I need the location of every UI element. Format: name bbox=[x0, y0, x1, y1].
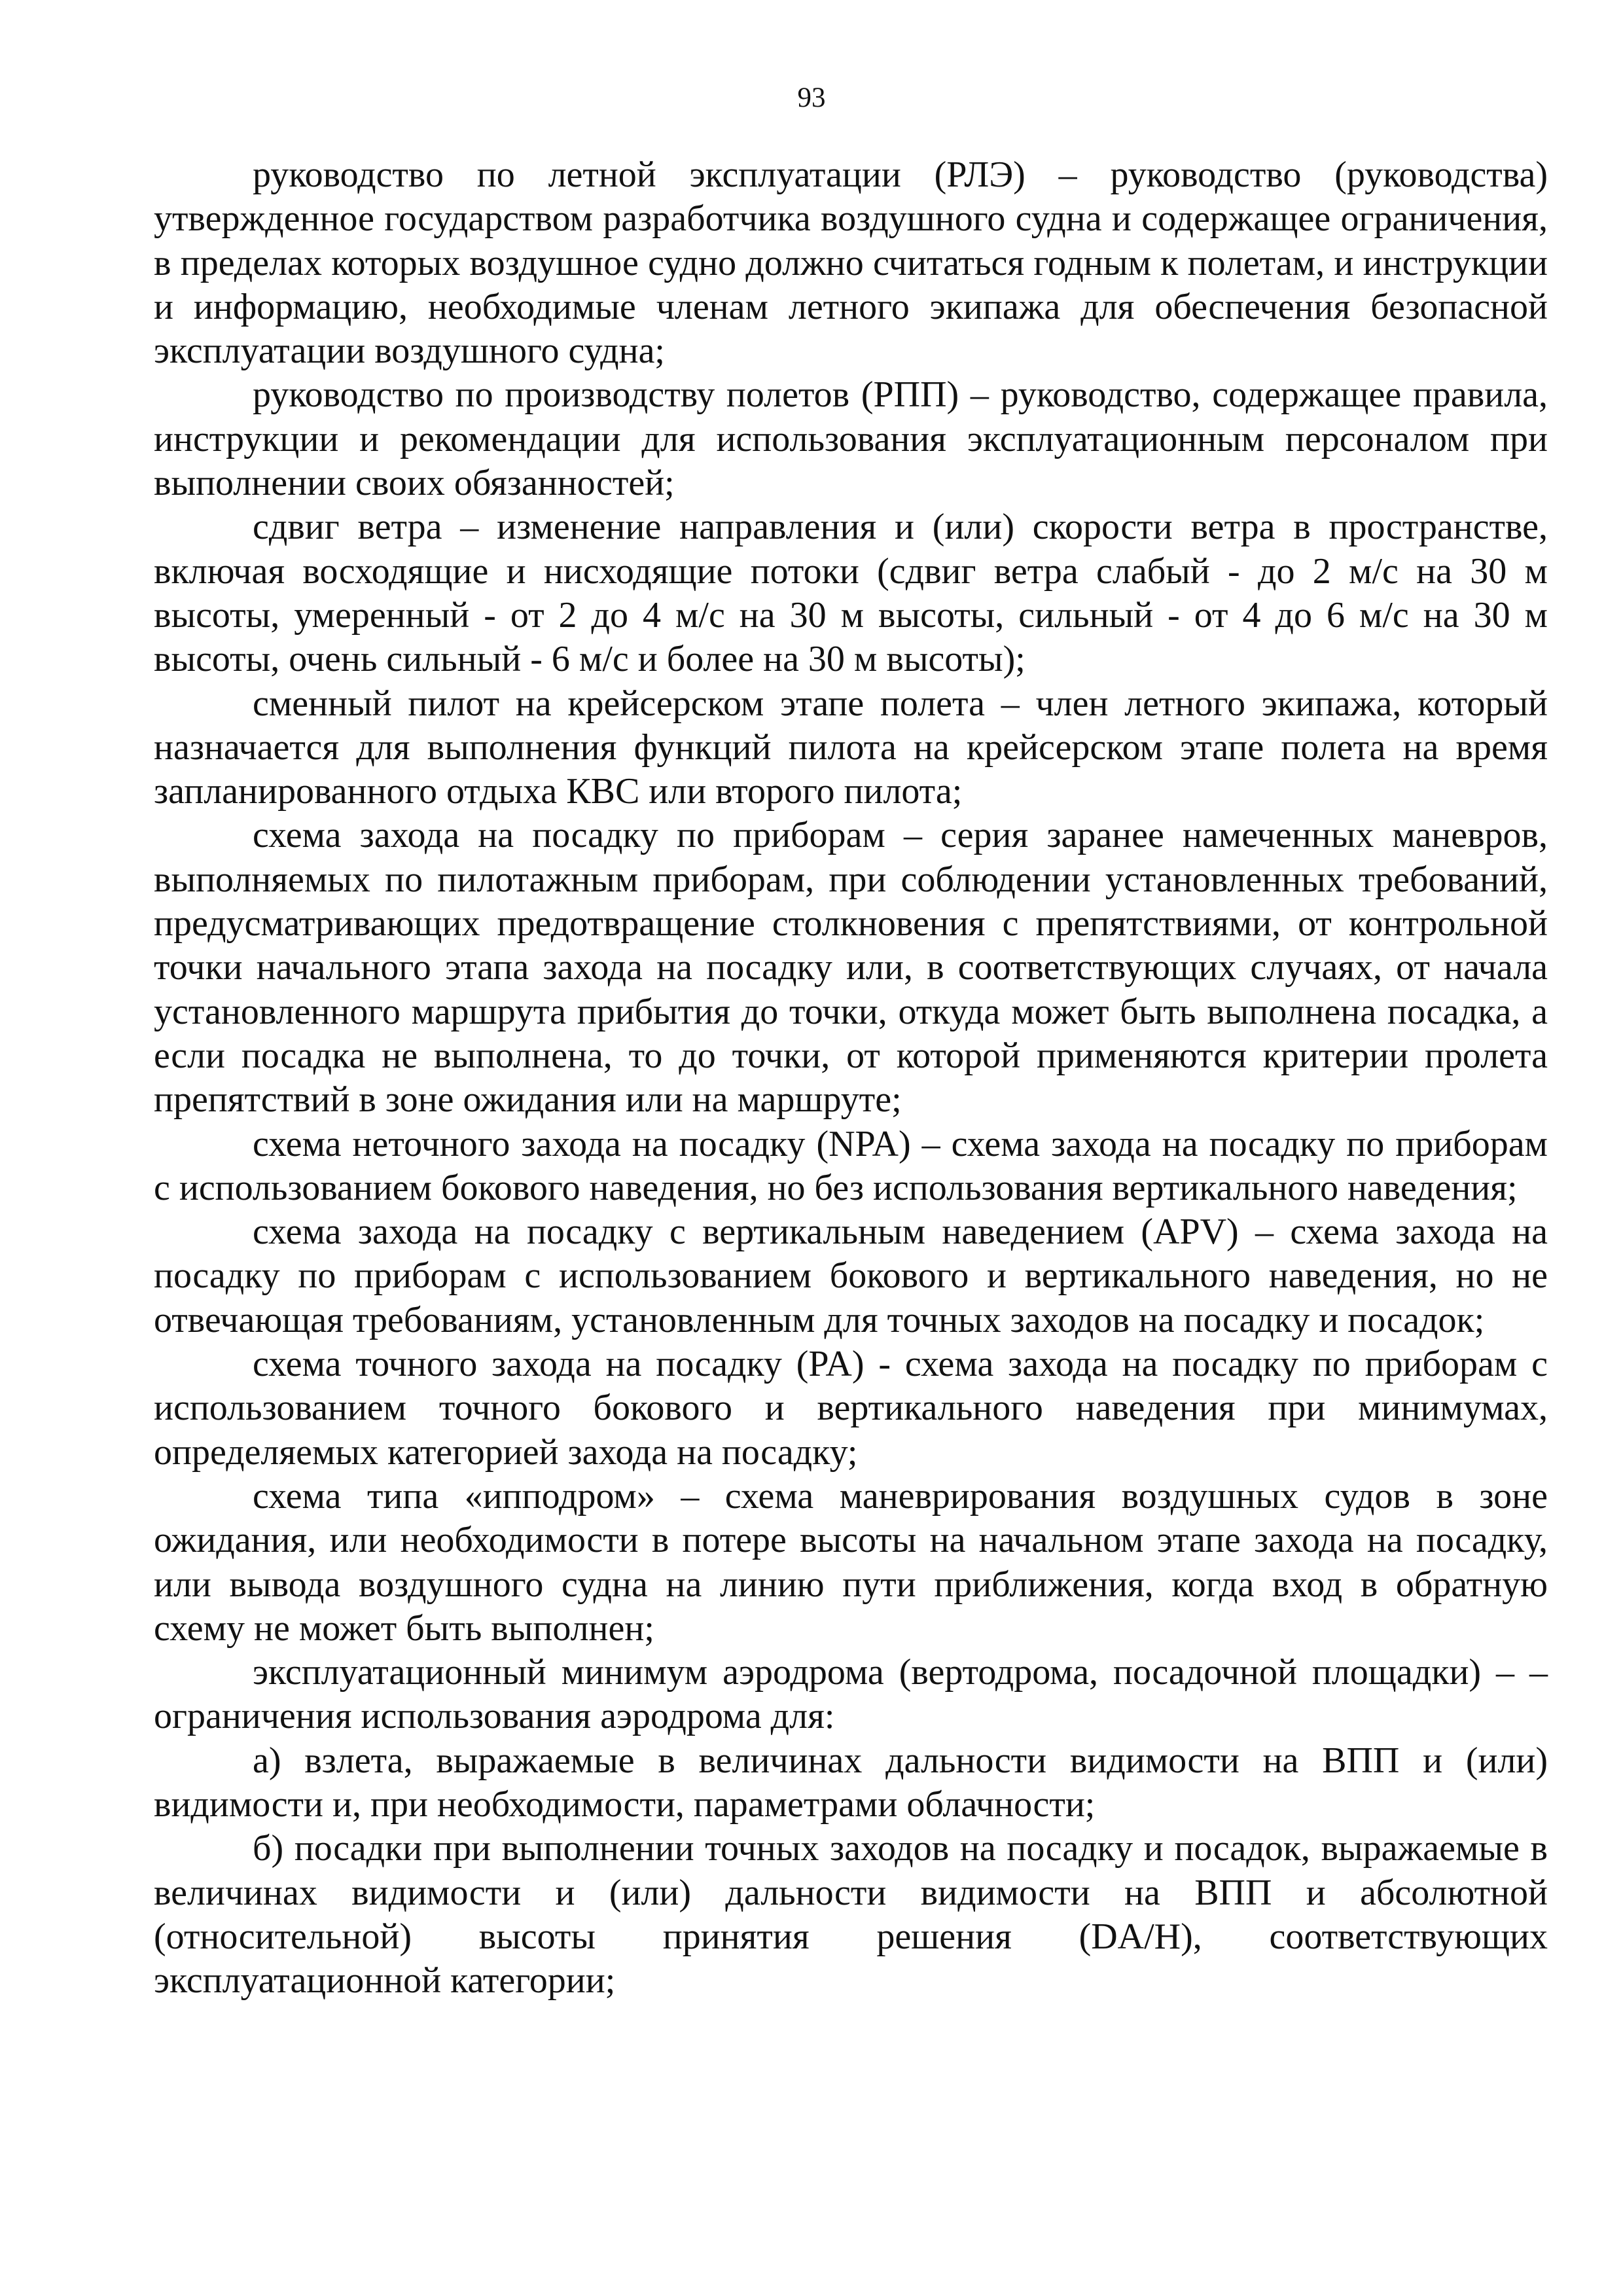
paragraph-racetrack-definition: схема типа «ипподром» – схема маневрирования воздушных судов в зоне ожидания, или необходимости в потере высоты на начальном этапе захода на посадку, или вывода воздушного судна на линию пути приближения, когда вход в обратную схему не может быть выполнен; bbox=[154, 1475, 1548, 1649]
paragraph-landing-minimum-item: б) посадки при выполнении точных заходов на посадку и посадок, выражаемые в величинах видимости и (или) дальности видимости на ВПП и абсолютной (относительной) высоты принятия решения (DA/H), соответствующих эксплуатационной категории; bbox=[154, 1828, 1548, 2001]
paragraph-apv-definition: схема захода на посадку с вертикальным наведением (APV) – схема захода на посадку по приборам с использованием бокового и вертикального наведения, но не отвечающая требованиям, установленным для точных заходов на посадку и посадок; bbox=[154, 1211, 1548, 1340]
paragraph-takeoff-minimum-item: а) взлета, выражаемые в величинах дальности видимости на ВПП и (или) видимости и, при необходимости, параметрами облачности; bbox=[154, 1740, 1548, 1825]
paragraph-rpp-definition: руководство по производству полетов (РПП) – руководство, содержащее правила, инструкции и рекомендации для использования эксплуатационным персоналом при выполнении своих обязанностей; bbox=[154, 374, 1548, 504]
paragraph-relief-pilot-definition: сменный пилот на крейсерском этапе полета – член летного экипажа, который назначается для выполнения функций пилота на крейсерском этапе полета на время запланированного отдыха КВС или второго пилота; bbox=[154, 683, 1548, 812]
paragraph-pa-definition: схема точного захода на посадку (PA) - схема захода на посадку по приборам с использованием точного бокового и вертикального наведения при минимумах, определяемых категорией захода на посадку; bbox=[154, 1344, 1548, 1473]
paragraph-npa-definition: схема неточного захода на посадку (NPA) – схема захода на посадку по приборам с использованием бокового наведения, но без использования вертикального наведения; bbox=[154, 1123, 1548, 1208]
paragraph-wind-shear-definition: сдвиг ветра – изменение направления и (или) скорости ветра в пространстве, включая восходящие и нисходящие потоки (сдвиг ветра слабый - до 2 м/с на 30 м высоты, умеренный - от 2 до 4 м/с на 30 м высоты, сильный - от 4 до 6 м/с на 30 м высоты, очень сильный - 6 м/с и более на 30 м высоты); bbox=[154, 507, 1548, 680]
paragraph-aerodrome-minimum-definition: эксплуатационный минимум аэродрома (вертодрома, посадочной площадки) – – ограничения использования аэродрома для: bbox=[154, 1652, 1548, 1737]
document-body bbox=[154, 153, 1548, 2003]
paragraph-instrument-approach-definition: схема захода на посадку по приборам – серия заранее намеченных маневров, выполняемых по пилотажным приборам, при соблюдении установленных требований, предусматривающих предотвращение столкновения с препятствиями, от контрольной точки начального этапа захода на посадку или, в соответствующих случаях, от начала установленного маршрута прибытия до точки, откуда может быть выполнена посадка, а если посадка не выполнена, то до точки, от которой применяются критерии пролета препятствий в зоне ожидания или на маршруте; bbox=[154, 815, 1548, 1121]
paragraph-rle-definition: руководство по летной эксплуатации (РЛЭ) – руководство (руководства) утвержденное государством разработчика воздушного судна и содержащее ограничения, в пределах которых воздушное судно должно считаться годным к полетам, и инструкции и информацию, необходимые членам летного экипажа для обеспечения безопасной эксплуатации воздушного судна; bbox=[154, 154, 1548, 372]
page-number: 93 bbox=[797, 82, 826, 113]
